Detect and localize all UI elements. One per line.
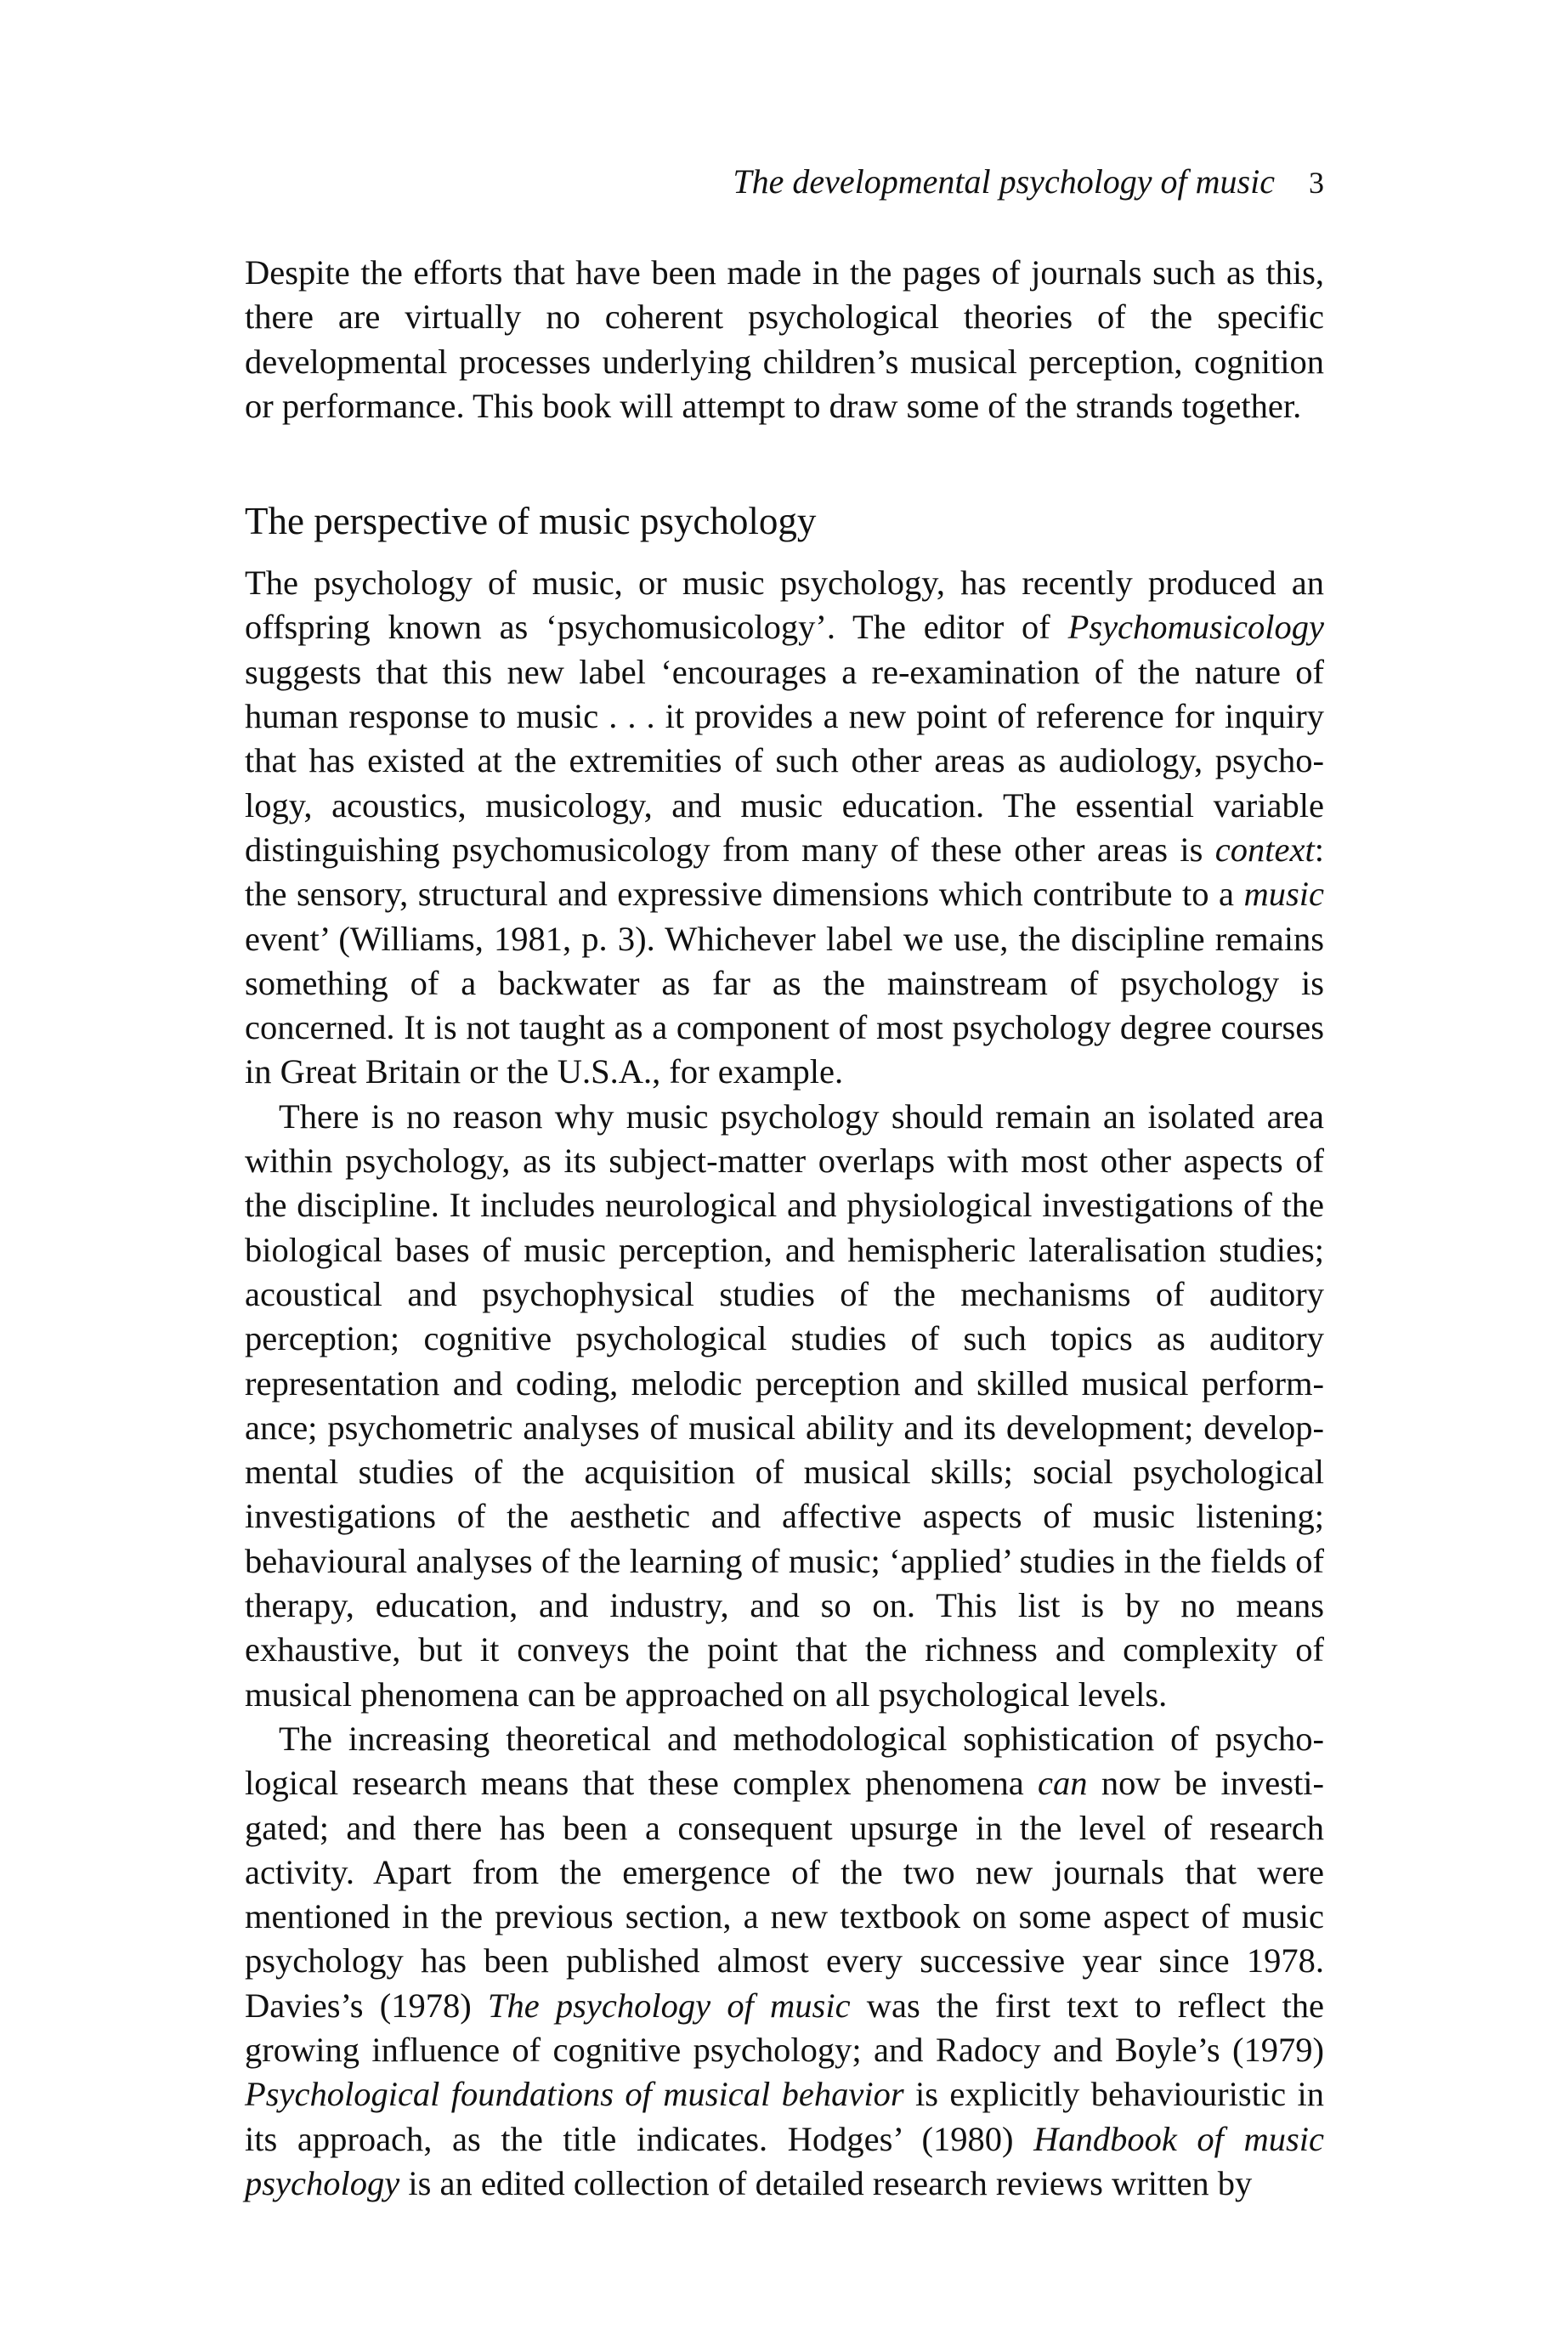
italic-run: Handbook of music psychology	[245, 2119, 1324, 2202]
text-run: now be investigated; and there has been a consequent upsurge in the level of research activity. Apart from the emergence of the two new journals that were mentioned in the previous section, a new textbook on some aspect of music psychology has been published almost every successive year since 1978. Davies’s (1978)	[245, 1764, 1324, 2025]
text-run: event’ (Williams, 1981, p. 3). Whichever label we use, the discipline remains something of a backwater as far as the mainstream of psychology is concerned. It is not taught as a component of most psychology degree courses in Great Britain or the U.S.A., for example.	[245, 919, 1324, 1091]
section-heading: The perspective of music psychology	[245, 500, 817, 543]
book-page	[245, 162, 1324, 2206]
paragraph-isolated-area: There is no reason why music psychology should remain an isolated area within psychology, as its subject-matter overlaps with most other aspects of the discipline. It includes neurological and physiological investigations of the biological bases of music perception, and hemispheric lateralisation studies; acoustical and psychophysical studies of the mechanisms of auditory perception; cognitive psychological studies of such topics as auditory representation and coding, melodic perception and skilled musical performance; psychometric analyses of musical ability and its development; developmental studies of the acquisition of musical skills; social psychological investigations of the aesthetic and affective aspects of music listening; behavioural analyses of the learning of music; ‘applied’ studies in the fields of therapy, education, and industry, and so on. This list is by no means exhaustive, but it conveys the point that the richness and complexity of musical phenomena can be approached on all psychological levels.	[245, 1096, 1324, 1714]
italic-run: Psychological foundations of musical behavior	[245, 2075, 904, 2114]
text-run: suggests that this new label ‘encourages a re-examination of the nature of human response to music . . . it provides a new point of reference for inquiry that has existed at the extremities of such other areas as audiology, psychology, acoustics, musicology, and music education. The essential variable distinguishing psychomusicology from many of these other areas is	[245, 652, 1324, 869]
italic-run: can	[1038, 1764, 1088, 1803]
italic-run: Psychomusicology	[1067, 608, 1324, 647]
italic-run: The psychology of music	[487, 1986, 851, 2025]
text-run: The increasing theoretical and methodological sophistication of psychological research means that these complex phenomena	[245, 1719, 1324, 1803]
italic-run: music	[1243, 875, 1324, 914]
paragraph-sophistication	[245, 1717, 1324, 2206]
intro-paragraph: Despite the efforts that have been made in the pages of journals such as this, there are virtually no coherent psychological theories of the specific developmental processes underlying children’s musical perception, cognition or performance. This book will attempt to draw some of the strands together.	[245, 253, 1324, 425]
running-head	[245, 162, 1324, 203]
text-run: The psychology of music, or music psychology, has recently produced an offspring known as ‘psychomusicology’. The editor of	[245, 564, 1324, 647]
text-run: : the sensory, structural and expressive dimensions which contribute to a	[245, 830, 1324, 914]
text-run: was the first text to reflect the growing influence of cognitive psychology; and Radocy and Boyle’s (1979)	[245, 1986, 1324, 2069]
text-run: is an edited collection of detailed research reviews written by	[399, 2163, 1253, 2202]
page-number: 3	[1309, 166, 1324, 200]
text-run: is explicitly behaviouristic in its approach, as the title indicates. Hodges’ (1980)	[245, 2075, 1324, 2158]
italic-run: context	[1214, 830, 1315, 869]
running-head-title: The developmental psychology of music	[733, 162, 1275, 201]
paragraph-psychomusicology	[245, 561, 1324, 1095]
